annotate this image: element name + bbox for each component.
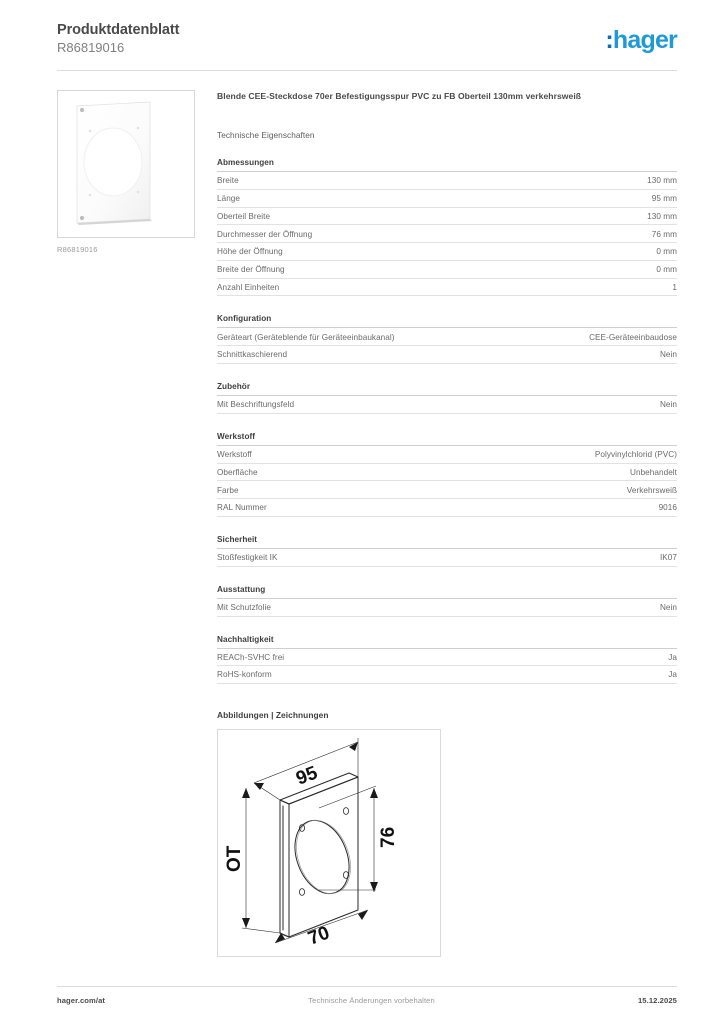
product-title: Blende CEE-Steckdose 70er Befestigungsspur PVC zu FB Oberteil 130mm verkehrsweiß xyxy=(217,91,582,101)
page-footer xyxy=(57,996,677,1005)
spec-section-title: Ausstattung xyxy=(217,585,677,599)
spec-value: 130 mm xyxy=(647,211,677,221)
header-divider xyxy=(57,70,677,71)
spec-row xyxy=(217,328,677,346)
dim-left-label: OT xyxy=(224,845,245,873)
spec-section-title: Nachhaltigkeit xyxy=(217,635,677,649)
spec-label: Durchmesser der Öffnung xyxy=(217,229,313,239)
technical-drawing xyxy=(217,729,441,957)
spec-row xyxy=(217,172,677,190)
spec-label: Breite der Öffnung xyxy=(217,265,285,275)
spec-value: 9016 xyxy=(658,503,677,513)
spec-value: Nein xyxy=(659,602,677,612)
hager-logo xyxy=(605,28,677,53)
spec-row xyxy=(217,208,677,226)
spec-row xyxy=(217,499,677,517)
spec-section xyxy=(217,535,677,567)
spec-label: Breite xyxy=(217,176,239,186)
spec-value: 130 mm xyxy=(647,176,677,186)
spec-label: REACh-SVHC frei xyxy=(217,652,285,662)
spec-value: 95 mm xyxy=(651,193,677,203)
spec-label: Werkstoff xyxy=(217,450,252,459)
spec-section-title: Konfiguration xyxy=(217,314,677,328)
spec-row xyxy=(217,190,677,208)
spec-label: Oberteil Breite xyxy=(217,211,271,221)
spec-label: Oberfläche xyxy=(217,467,258,477)
spec-label: Schnittkaschierend xyxy=(217,350,288,360)
technical-properties-heading: Technische Eigenschaften xyxy=(217,130,315,140)
spec-row xyxy=(217,464,677,482)
spec-value: Ja xyxy=(668,652,677,662)
spec-value: 1 xyxy=(672,282,677,292)
spec-value: Verkehrsweiß xyxy=(626,485,677,495)
spec-row xyxy=(217,481,677,499)
article-number: R86819016 xyxy=(57,40,125,55)
logo-colon-icon: : xyxy=(605,26,613,54)
footer-divider xyxy=(57,986,677,987)
spec-value: Ja xyxy=(668,670,677,680)
spec-value: 76 mm xyxy=(651,229,677,239)
spec-section xyxy=(217,382,677,414)
dim-bottom-label: 70 xyxy=(305,922,333,950)
spec-value: IK07 xyxy=(659,553,677,563)
dim-right-label: 76 xyxy=(378,826,399,849)
spec-value: 0 mm xyxy=(656,265,677,275)
dim-top-label: 95 xyxy=(293,762,321,790)
footer-website[interactable]: hager.com/at xyxy=(57,996,106,1005)
logo-wordmark: hager xyxy=(612,26,677,54)
product-photo xyxy=(57,90,195,238)
faceplate-photo-graphic xyxy=(58,91,194,237)
spec-row xyxy=(217,261,677,279)
spec-section xyxy=(217,314,677,364)
spec-row xyxy=(217,549,677,567)
spec-section xyxy=(217,432,677,517)
spec-row xyxy=(217,446,677,464)
spec-value: Unbehandelt xyxy=(630,467,677,477)
spec-label: Stoßfestigkeit IK xyxy=(217,553,278,563)
page-title: Produktdatenblatt xyxy=(57,22,180,38)
spec-row xyxy=(217,396,677,414)
spec-row xyxy=(217,649,677,667)
spec-value: Nein xyxy=(659,350,677,360)
spec-section-title: Sicherheit xyxy=(217,535,677,549)
spec-value: 0 mm xyxy=(656,247,677,257)
spec-label: Farbe xyxy=(217,485,239,495)
spec-label: RAL Nummer xyxy=(217,503,267,513)
spec-value: Nein xyxy=(659,400,677,410)
spec-row xyxy=(217,599,677,617)
main-column xyxy=(217,90,677,957)
spec-label: Länge xyxy=(217,193,241,203)
footer-date: 15.12.2025 xyxy=(637,996,677,1005)
spec-value: Polyvinylchlorid (PVC) xyxy=(594,450,677,459)
spec-section xyxy=(217,158,677,296)
spec-label: Geräteart (Geräteblende für Geräteeinbaukanal) xyxy=(217,332,395,342)
footer-disclaimer: Technische Änderungen vorbehalten xyxy=(308,996,435,1005)
technical-drawing-graphic xyxy=(218,730,440,956)
spec-value: CEE-Geräteeinbaudose xyxy=(589,332,677,342)
spec-label: Anzahl Einheiten xyxy=(217,282,280,292)
page-header xyxy=(57,22,677,66)
product-photo-caption: R86819016 xyxy=(57,245,98,254)
spec-section-title: Abmessungen xyxy=(217,158,677,172)
spec-row xyxy=(217,225,677,243)
spec-label: Mit Beschriftungsfeld xyxy=(217,400,295,410)
spec-section-title: Werkstoff xyxy=(217,432,677,446)
spec-section xyxy=(217,635,677,685)
spec-label: Höhe der Öffnung xyxy=(217,247,283,257)
spec-section xyxy=(217,585,677,617)
drawings-heading: Abbildungen | Zeichnungen xyxy=(217,710,329,721)
spec-label: RoHS-konform xyxy=(217,670,272,680)
spec-sections xyxy=(217,158,677,684)
spec-row xyxy=(217,279,677,297)
spec-row xyxy=(217,346,677,364)
spec-row xyxy=(217,243,677,261)
product-image-block xyxy=(57,90,197,254)
spec-row xyxy=(217,666,677,684)
spec-label: Mit Schutzfolie xyxy=(217,602,271,612)
spec-section-title: Zubehör xyxy=(217,382,677,396)
